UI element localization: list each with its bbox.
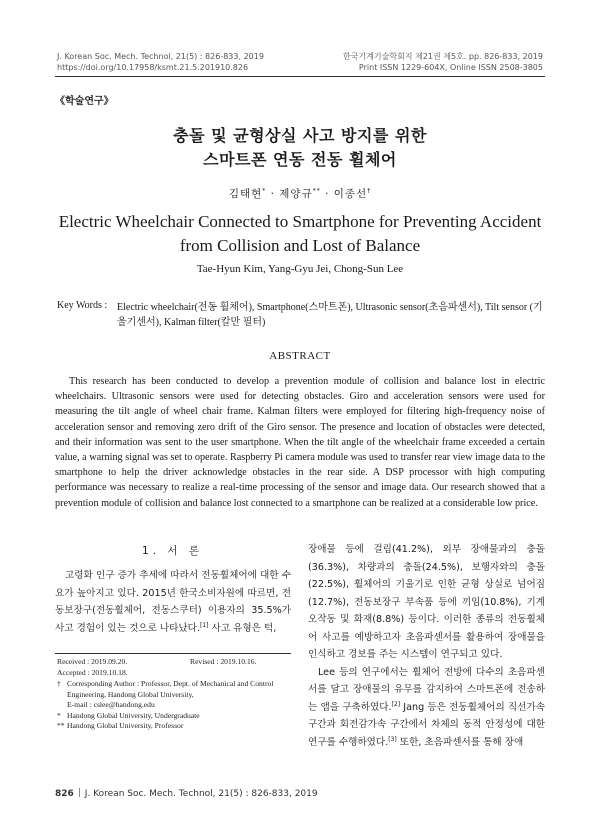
title-english-line-2: from Collision and Lost of Balance [179, 236, 421, 255]
author-2-mark: ** [312, 187, 321, 195]
header-rule [55, 76, 545, 77]
footnote-symbol: ** [57, 721, 65, 730]
footnote-author-1 [57, 711, 293, 722]
paragraph [55, 567, 291, 637]
paragraph-text: 또한, 초음파센서를 통해 장애 [396, 736, 524, 748]
footer-journal: J. Korean Soc. Mech. Technol, 21(5) : 826-833, 2019 [84, 789, 318, 799]
title-korean [55, 124, 545, 172]
footnote-corresponding [57, 679, 293, 700]
paragraph-text: 사고 유형은 턱, [208, 622, 277, 634]
author-3: 이종선 [333, 188, 368, 200]
title-korean-line-1: 충돌 및 균형상실 사고 방지를 위한 [173, 126, 427, 145]
page-footer [55, 788, 318, 799]
title-english [55, 210, 545, 258]
paragraph-text: Lee 등의 연구에서는 휠체어 전방에 다수의 초음파센서를 달고 장애물의 유무를 감지하여 스마트폰에 전송하는 앱을 구축하였다. [308, 666, 545, 713]
keywords-text: Electric wheelchair(전동 휠체어), Smartphone(스마트폰), Ultrasonic sensor(초음파센서), Tilt sensor (기울기센서), Kalman filter(칼만 필터) [117, 302, 543, 328]
footnote-email [57, 700, 293, 711]
section-heading-introduction: 1. 서 론 [142, 545, 203, 557]
running-header-left [57, 51, 264, 73]
paragraph [308, 664, 545, 752]
author-separator: · [325, 188, 330, 200]
author-separator: · [270, 188, 275, 200]
revised-date: Revised : 2019.10.16. [190, 657, 257, 666]
author-1: 김태현 [228, 188, 263, 200]
footnote-text: Handong Global University, Professor [67, 721, 184, 730]
abstract-body: This research has been conducted to develop a prevention module of collision and balance lost in electric wheelchairs. Ultrasonic sensors were used for detecting obstacles. Giro and acceleration sensors were used for measuring the tilt angle of wheel chair frame. Kalman filters were employed for filtering high-frequency noise of acceleration sensor and removing zero drift of the Giro sensor. The presence and location of obstacles were detected, and their information was sent to the user smartphone. When the tilt angle of the wheelchair frame exceeded a certain value, a warning signal was set to operate. Raspberry Pi camera module was used to transfer rear view image data to the smartphone to help the driver acknowledge obstacles in the rear side. A DSP processor with high computing performance was necessary to realize a real-time processing of the sensor and image data. Our research showed that a prevention module of collision and balance lost connected to a smartphone can be realized at a considerable low price. [55, 376, 545, 509]
received-date: Received : 2019.09.20. [57, 657, 128, 666]
title-korean-line-2: 스마트폰 연동 전동 휠체어 [203, 150, 397, 169]
title-english-line-1: Electric Wheelchair Connected to Smartphone for Preventing Accident [58, 212, 542, 231]
footer-divider [79, 788, 80, 797]
citation[interactable]: [3] [388, 735, 397, 743]
body-column-right [308, 541, 545, 751]
author-2: 제양규 [279, 188, 313, 200]
citation[interactable]: [2] [391, 700, 401, 708]
keywords-label: Key Words : [57, 300, 108, 311]
footnote-text: Handong Global University, Undergraduate [67, 710, 200, 720]
running-header-right [343, 51, 543, 73]
footnote-text: Corresponding Author : Professor, Dept. of Mechanical and Control Engineering, Handong Global University, [67, 679, 274, 699]
authors-korean [55, 186, 545, 201]
abstract-heading: ABSTRACT [269, 350, 331, 362]
footnote-list [57, 679, 293, 732]
footnote-author-2 [57, 721, 293, 732]
body-column-left [55, 567, 291, 637]
issn: Print ISSN 1229-604X, Online ISSN 2508-3805 [358, 63, 543, 72]
journal-citation-ko: 한국기계기술학회지 제21권 제5호. pp. 826-833, 2019 [342, 52, 543, 61]
journal-citation: J. Korean Soc. Mech. Technol, 21(5) : 826-833, 2019 [57, 52, 264, 61]
article-category: 《학술연구》 [55, 96, 114, 107]
citation[interactable]: [1] [200, 621, 209, 629]
footnote-symbol: † [57, 679, 61, 688]
paragraph: 장애물 등에 걸림(41.2%), 외부 장애물과의 충돌(36.3%), 차량과의 충돌(24.5%), 보행자와의 충돌(22.5%), 휠체어의 기울기로 인한 균형 상실로 넘어짐(12.7%), 전동보장구 부속품 등에 끼임(10.8%), 기계 오작동 및 화재(8.8%) 등이다. 이러한 종류의 전동휠체어 사고를 예방하고자 초음파센서를 활용하여 장애물을 인식하고 경보를 주는 시스템이 연구되고 있다. [308, 544, 545, 660]
paragraph-text: 고령화 인구 증가 추세에 따라서 전동휠체어에 대한 수요가 높아지고 있다. 2015년 한국소비자원에 따르면, 전동보장구(전동휠체어, 전동스쿠터) 이용자의 35.5%가 사고 경험이 있는 것으로 나타났다. [55, 570, 291, 634]
doi-link[interactable]: https://doi.org/10.17958/ksmt.21.5.201910.826 [57, 63, 249, 72]
footnote-rule [55, 653, 291, 654]
authors-english: Tae-Hyun Kim, Yang-Gyu Jei, Chong-Sun Lee [196, 263, 404, 275]
author-1-mark: * [262, 187, 267, 195]
page-number: 826 [55, 789, 74, 799]
footnote-text[interactable]: E-mail : cslee@handong.edu [67, 700, 155, 709]
footnote-symbol: * [57, 710, 61, 720]
accepted-date: Accepted : 2019.10.18. [57, 668, 128, 677]
paragraph-text: Jang 등은 전동휠체어의 직선가속구간과 회전감가속 구간에서 차체의 동적 안정성에 대한 연구를 수행하였다. [308, 701, 545, 748]
author-3-mark: † [367, 187, 372, 195]
